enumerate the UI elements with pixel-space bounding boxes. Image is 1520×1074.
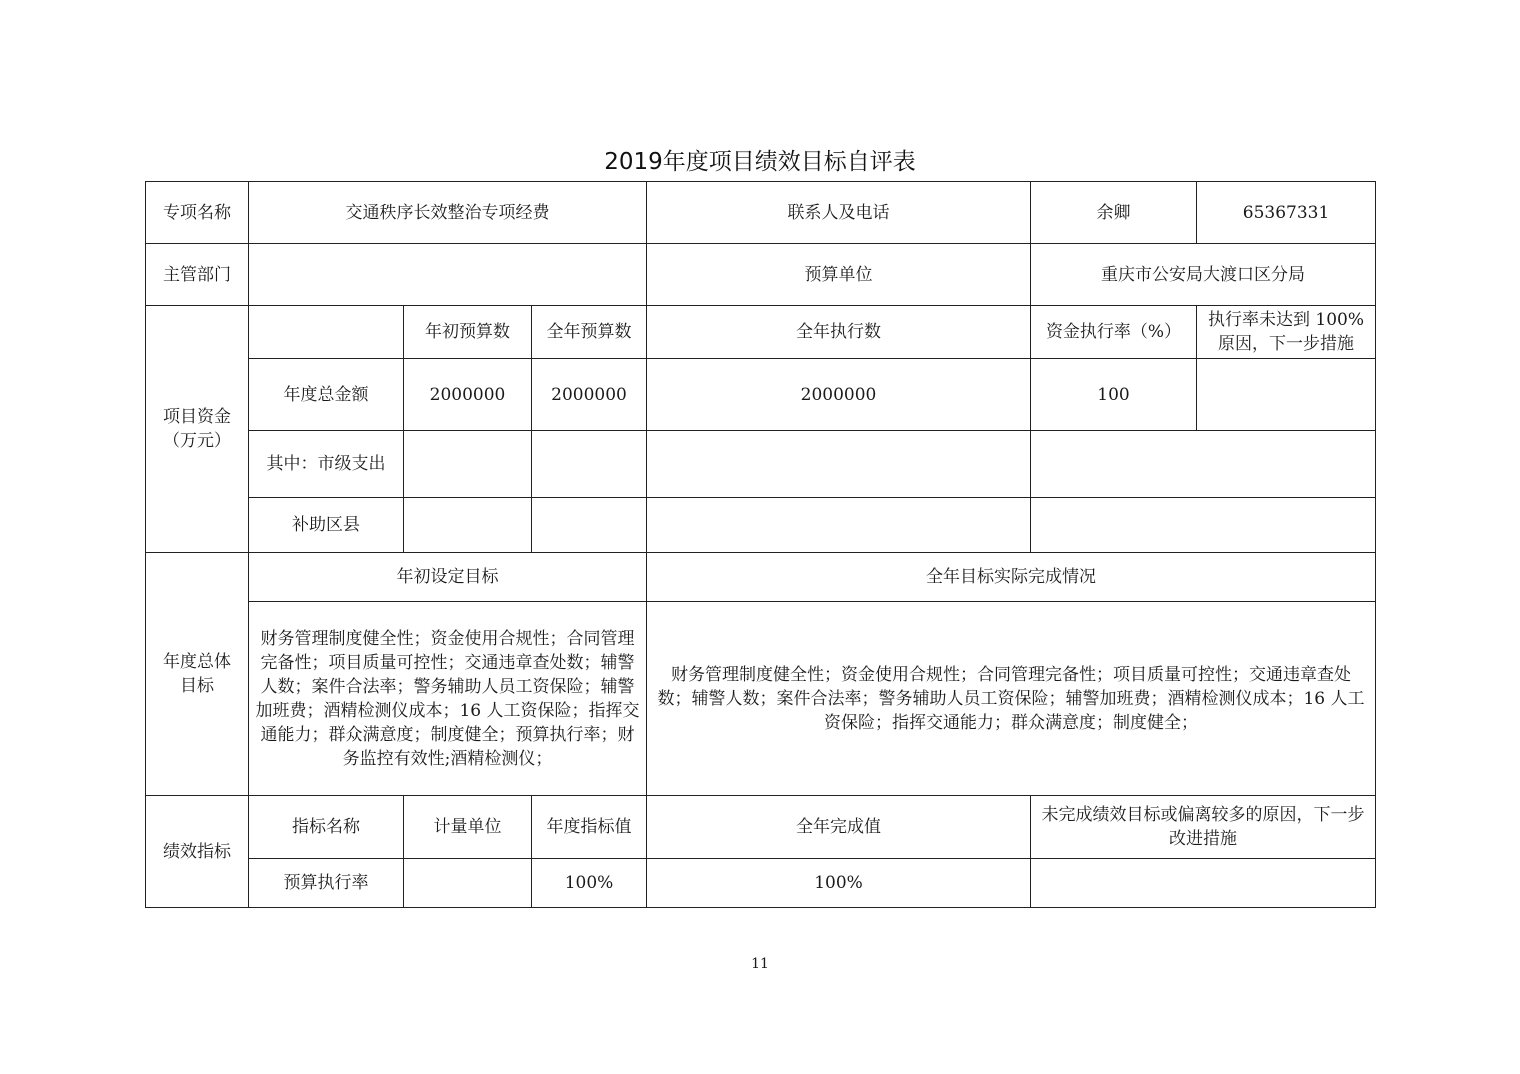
contact-phone: 65367331	[1197, 182, 1376, 244]
goals-initial-text: 财务管理制度健全性；资金使用合规性；合同管理完备性；项目质量可控性；交通违章查处数；辅警人数；案件合法率；警务辅助人员工资保险；辅警加班费；酒精检测仪成本；16 人工资保险；指挥交通能力；群众满意度；制度健全；预算执行率；财务监控有效性;酒精检测仪；	[249, 602, 647, 796]
page-title: 2019年度项目绩效目标自评表	[604, 149, 916, 175]
funds-cell-annual-execution	[647, 431, 1031, 498]
indicators-header-unit: 计量单位	[404, 796, 532, 859]
goals-initial-header: 年初设定目标	[249, 553, 647, 602]
funds-header-annual-budget: 全年预算数	[532, 306, 647, 359]
funds-cell-initial-budget	[404, 498, 532, 553]
project-name-value: 交通秩序长效整治专项经费	[249, 182, 647, 244]
funds-cell-execution-rate: 100	[1031, 359, 1197, 431]
funds-header-annual-execution: 全年执行数	[647, 306, 1031, 359]
funds-header-reason: 执行率未达到 100%原因，下一步措施	[1197, 306, 1376, 359]
funds-row-label: 年度总金额	[249, 359, 404, 431]
indicators-header-name: 指标名称	[249, 796, 404, 859]
funds-header-row	[146, 306, 1376, 359]
department-label: 主管部门	[146, 244, 249, 306]
indicators-header-target: 年度指标值	[532, 796, 647, 859]
funds-row-total	[146, 359, 1376, 431]
funds-cell-annual-execution: 2000000	[647, 359, 1031, 431]
goals-header-row	[146, 553, 1376, 602]
indicator-unit	[404, 859, 532, 908]
funds-header-initial-budget: 年初预算数	[404, 306, 532, 359]
page-number: 11	[751, 956, 769, 972]
department-value	[249, 244, 647, 306]
department-row	[146, 244, 1376, 306]
budget-unit-value: 重庆市公安局大渡口区分局	[1031, 244, 1376, 306]
budget-unit-label: 预算单位	[647, 244, 1031, 306]
funds-header-blank	[249, 306, 404, 359]
project-name-label: 专项名称	[146, 182, 249, 244]
funds-cell-annual-budget	[532, 431, 647, 498]
funds-cell-initial-budget: 2000000	[404, 359, 532, 431]
indicators-row	[146, 859, 1376, 908]
goals-section-label: 年度总体目标	[146, 553, 249, 796]
funds-row-label: 补助区县	[249, 498, 404, 553]
funds-cell-annual-budget: 2000000	[532, 359, 647, 431]
indicator-actual: 100%	[647, 859, 1031, 908]
indicators-header-row	[146, 796, 1376, 859]
funds-row-label: 其中：市级支出	[249, 431, 404, 498]
goals-actual-text: 财务管理制度健全性；资金使用合规性；合同管理完备性；项目质量可控性；交通违章查处数；辅警人数；案件合法率；警务辅助人员工资保险；辅警加班费；酒精检测仪成本；16 人工资保险；指挥交通能力；群众满意度；制度健全；	[647, 602, 1376, 796]
indicators-section-label: 绩效指标	[146, 796, 249, 908]
indicator-name: 预算执行率	[249, 859, 404, 908]
indicator-target: 100%	[532, 859, 647, 908]
project-row	[146, 182, 1376, 244]
contact-label: 联系人及电话	[647, 182, 1031, 244]
funds-section-label: 项目资金（万元）	[146, 306, 249, 553]
funds-cell-annual-budget	[532, 498, 647, 553]
contact-name: 余卿	[1031, 182, 1197, 244]
indicator-reason	[1031, 859, 1376, 908]
funds-row-district	[146, 498, 1376, 553]
indicators-header-actual: 全年完成值	[647, 796, 1031, 859]
indicators-header-reason: 未完成绩效目标或偏离较多的原因，下一步改进措施	[1031, 796, 1376, 859]
funds-cell-execution-rate	[1031, 431, 1376, 498]
funds-row-city	[146, 431, 1376, 498]
funds-cell-annual-execution	[647, 498, 1031, 553]
goals-text-row	[146, 602, 1376, 796]
funds-header-execution-rate: 资金执行率（%）	[1031, 306, 1197, 359]
performance-table	[145, 181, 1376, 908]
funds-cell-initial-budget	[404, 431, 532, 498]
goals-actual-header: 全年目标实际完成情况	[647, 553, 1376, 602]
funds-cell-reason	[1197, 359, 1376, 431]
funds-cell-execution-rate	[1031, 498, 1376, 553]
